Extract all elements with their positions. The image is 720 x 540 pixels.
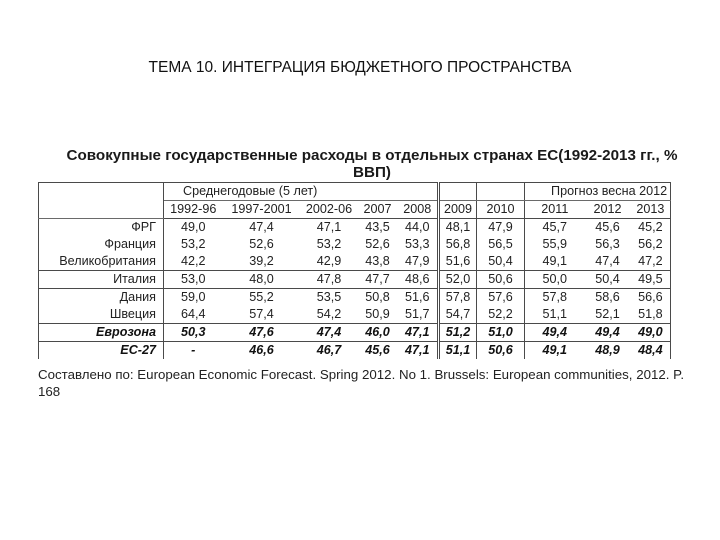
value-cell: 57,8: [542, 290, 568, 304]
value-cell: 50,4: [585, 271, 631, 289]
value-cell: 47,9: [477, 219, 525, 237]
value-cell: 50,6: [477, 342, 525, 360]
value-cell: 42,2: [164, 253, 223, 271]
value-cell: 50,8: [365, 290, 390, 304]
value-cell: 47,4: [585, 253, 631, 271]
column-header: 1997-2001: [223, 201, 301, 219]
empty-header-cell: [477, 183, 525, 201]
value-cell: 64,4: [164, 306, 223, 324]
row-label: Еврозона: [39, 324, 164, 342]
value-cell: 49,5: [631, 271, 671, 289]
value-cell: 47,4: [249, 220, 274, 234]
column-header: 2009: [439, 201, 477, 219]
value-cell: 50,4: [477, 253, 525, 271]
value-cell: 47,1: [398, 324, 439, 342]
column-header: 2002-06: [301, 201, 358, 219]
value-cell: 47,9: [398, 253, 439, 271]
value-cell: 59,0: [180, 290, 206, 304]
value-cell: 45,6: [365, 343, 390, 357]
empty-header-cell: [439, 183, 477, 201]
value-cell: 39,2: [223, 253, 301, 271]
value-cell: 47,2: [631, 253, 671, 271]
value-cell: 56,2: [638, 237, 663, 251]
value-cell: 51,1: [439, 342, 477, 360]
value-cell: 49,1: [525, 253, 585, 271]
value-cell: 53,0: [164, 271, 223, 289]
row-label: Италия: [39, 271, 164, 289]
row-label: Дания: [39, 289, 164, 307]
value-cell: 52,6: [249, 237, 274, 251]
government-spending-table: [38, 182, 671, 359]
value-cell: 53,5: [316, 290, 342, 304]
row-label: Швеция: [39, 306, 164, 324]
value-cell: 53,3: [398, 236, 439, 253]
value-cell: 51,8: [631, 306, 671, 324]
value-cell: 48,6: [398, 271, 439, 289]
value-cell: 49,0: [631, 324, 671, 342]
table-row: [39, 253, 671, 271]
table-corner-cell: [39, 183, 164, 219]
value-cell: 51,0: [477, 324, 525, 342]
value-cell: -: [191, 343, 196, 357]
value-cell: 48,4: [638, 343, 663, 357]
value-cell: 48,1: [439, 219, 477, 237]
value-cell: 57,6: [477, 289, 525, 307]
value-cell: 56,6: [638, 290, 663, 304]
value-cell: 50,3: [164, 324, 223, 342]
table-row: [39, 236, 671, 253]
value-cell: 47,1: [316, 220, 342, 234]
value-cell: 48,9: [595, 343, 620, 357]
source-note-line-2: 168: [38, 384, 61, 399]
value-cell: 56,3: [595, 237, 620, 251]
table-row-aggregate: [39, 324, 671, 342]
value-cell: 55,9: [542, 237, 568, 251]
value-cell: 49,4: [525, 324, 585, 342]
value-cell: 47,4: [301, 324, 358, 342]
value-cell: 45,6: [595, 220, 620, 234]
value-cell: 47,1: [398, 342, 439, 360]
table-row-aggregate: [39, 342, 671, 360]
value-cell: 44,0: [398, 219, 439, 237]
value-cell: 45,2: [638, 220, 663, 234]
value-cell: 51,1: [525, 306, 585, 324]
value-cell: 47,7: [358, 271, 398, 289]
table-caption: [22, 147, 720, 181]
group-header-row: [39, 183, 671, 201]
source-note: [38, 366, 684, 400]
source-note-line-1: Составлено по: European Economic Forecast. Spring 2012. No 1. Brussels: European communities, 2012. P.: [38, 367, 685, 382]
column-header: 2007: [358, 201, 398, 219]
value-cell: 57,4: [223, 306, 301, 324]
value-cell: 53,2: [316, 237, 342, 251]
table-row: [39, 289, 671, 307]
value-cell: 48,0: [223, 271, 301, 289]
value-cell: 42,9: [301, 253, 358, 271]
value-cell: 52,0: [439, 271, 477, 289]
value-cell: 52,6: [365, 237, 390, 251]
value-cell: 50,6: [477, 271, 525, 289]
table-row: [39, 306, 671, 324]
value-cell: 50,0: [525, 271, 585, 289]
value-cell: 54,7: [439, 306, 477, 324]
row-label: Великобритания: [39, 253, 164, 271]
column-header: 2013: [631, 201, 671, 219]
value-cell: 49,4: [585, 324, 631, 342]
group-header-forecast: Прогноз весна 2012: [525, 183, 671, 201]
value-cell: 51,6: [398, 289, 439, 307]
value-cell: 56,8: [439, 236, 477, 253]
value-cell: 51,6: [439, 253, 477, 271]
column-header: 2010: [477, 201, 525, 219]
value-cell: 53,2: [180, 237, 206, 251]
value-cell: 50,9: [358, 306, 398, 324]
value-cell: 45,7: [542, 220, 568, 234]
row-label: ЕС-27: [39, 342, 164, 360]
value-cell: 51,7: [398, 306, 439, 324]
value-cell: 58,6: [595, 290, 620, 304]
value-cell: 55,2: [249, 290, 274, 304]
value-cell: 47,6: [223, 324, 301, 342]
value-cell: 47,8: [301, 271, 358, 289]
table-caption-line-2: ВВП): [353, 164, 391, 181]
value-cell: 57,8: [439, 289, 477, 307]
value-cell: 52,2: [477, 306, 525, 324]
value-cell: 49,1: [542, 343, 568, 357]
value-cell: 46,7: [316, 343, 342, 357]
column-header: 2011: [525, 201, 585, 219]
table-row: [39, 219, 671, 237]
row-label: ФРГ: [39, 219, 164, 237]
value-cell: 43,5: [365, 220, 390, 234]
value-cell: 51,2: [439, 324, 477, 342]
table-caption-line-1: Совокупные государственные расходы в отдельных странах ЕС(1992-2013 гг., %: [66, 147, 678, 164]
value-cell: 56,5: [477, 236, 525, 253]
value-cell: 46,0: [358, 324, 398, 342]
column-header: 2012: [585, 201, 631, 219]
row-label: Франция: [39, 236, 164, 253]
value-cell: 46,6: [249, 343, 274, 357]
value-cell: 54,2: [301, 306, 358, 324]
value-cell: 52,1: [585, 306, 631, 324]
slide-title: ТЕМА 10. ИНТЕГРАЦИЯ БЮДЖЕТНОГО ПРОСТРАНСТВА: [148, 59, 572, 76]
column-header: 2008: [398, 201, 439, 219]
column-header: 1992-96: [164, 201, 223, 219]
value-cell: 49,0: [180, 220, 206, 234]
group-header-average: Среднегодовые (5 лет): [164, 183, 439, 201]
table-row: [39, 271, 671, 289]
value-cell: 43,8: [358, 253, 398, 271]
